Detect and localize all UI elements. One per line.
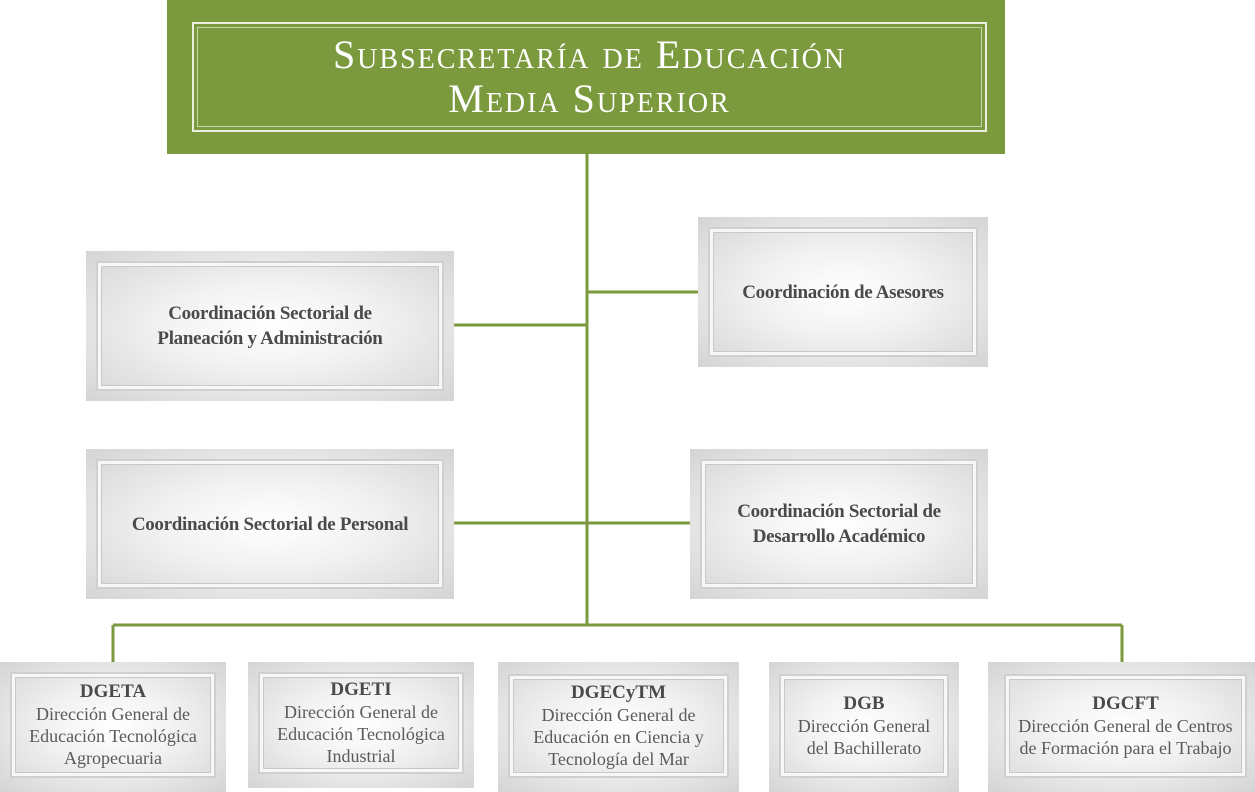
dgb-name-line-1: Dirección General bbox=[797, 716, 931, 736]
dgecytm-name-line-2: Educación en Ciencia y bbox=[533, 727, 704, 747]
dgeta-name-line-3: Agropecuaria bbox=[64, 748, 162, 768]
coordinacion-planeacion-line-2: Planeación y Administración bbox=[157, 328, 383, 349]
box-frame bbox=[708, 227, 978, 357]
dgeti-name-line-1: Dirección General de bbox=[284, 702, 438, 722]
box-frame bbox=[10, 672, 216, 778]
title-line-2: Media Superior bbox=[448, 76, 731, 121]
dgecytm-name-line-1: Dirección General de bbox=[541, 705, 696, 725]
box-frame bbox=[508, 674, 729, 778]
box-frame bbox=[96, 261, 444, 391]
dgecytm-abbr: DGECyTM bbox=[571, 682, 666, 703]
direccion-dgcft-box bbox=[988, 662, 1255, 792]
dgb-name-line-2: del Bachillerato bbox=[806, 738, 922, 758]
coordinacion-planeacion-box bbox=[86, 251, 454, 401]
coordinacion-desarrollo-box bbox=[690, 449, 988, 599]
dgeta-name-line-2: Educación Tecnológica bbox=[29, 726, 197, 746]
box-frame bbox=[779, 674, 949, 778]
direccion-dgecytm-box bbox=[498, 662, 739, 792]
coordinacion-personal-label: Coordinación Sectorial de Personal bbox=[131, 513, 409, 535]
dgcft-name-line-2: de Formación para el Trabajo bbox=[1019, 738, 1232, 758]
dgcft-name-line-1: Dirección General de Centros bbox=[1018, 716, 1233, 736]
dgeti-abbr: DGETI bbox=[330, 679, 392, 700]
title-line-1: Subsecretaría de Educación bbox=[332, 32, 847, 77]
subsecretaria-title-box bbox=[167, 0, 1005, 154]
direccion-dgeta-box bbox=[0, 662, 226, 792]
dgb-abbr: DGB bbox=[843, 693, 885, 714]
coordinacion-planeacion-line-1: Coordinación Sectorial de bbox=[168, 303, 372, 324]
coordinacion-desarrollo-line-1: Coordinación Sectorial de bbox=[737, 501, 941, 522]
coordinacion-asesores-box bbox=[698, 217, 988, 367]
direccion-dgeti-box bbox=[248, 662, 474, 788]
box-frame bbox=[258, 672, 464, 774]
dgeta-abbr: DGETA bbox=[79, 681, 147, 702]
coordinacion-desarrollo-line-2: Desarrollo Académico bbox=[752, 526, 926, 547]
box-frame bbox=[96, 459, 444, 589]
title-frame bbox=[192, 22, 987, 132]
dgeta-name-line-1: Dirección General de bbox=[36, 704, 190, 724]
dgecytm-name-line-3: Tecnología del Mar bbox=[548, 749, 689, 769]
dgcft-abbr: DGCFT bbox=[1092, 693, 1159, 714]
direccion-dgb-box bbox=[769, 662, 959, 792]
dgeti-name-line-2: Educación Tecnológica bbox=[277, 724, 445, 744]
coordinacion-personal-box bbox=[86, 449, 454, 599]
box-frame bbox=[1004, 674, 1247, 778]
coordinacion-asesores-label: Coordinación de Asesores bbox=[742, 281, 944, 303]
box-frame bbox=[700, 459, 978, 589]
dgeti-name-line-3: Industrial bbox=[326, 746, 396, 766]
